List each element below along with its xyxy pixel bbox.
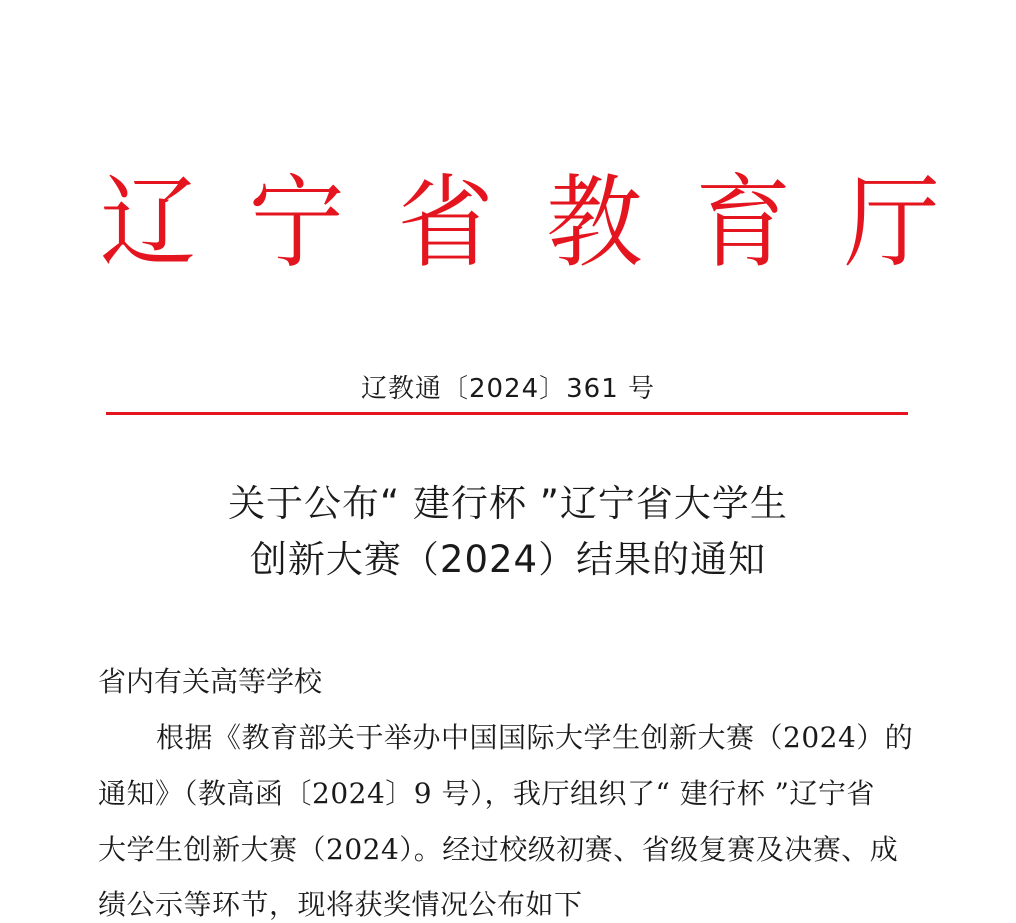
body-line: 根据《教育部关于举办中国国际大学生创新大赛（2024）的	[156, 721, 914, 754]
masthead-char: 辽	[100, 164, 196, 282]
salutation: 省内有关高等学校	[98, 665, 323, 698]
masthead-char: 宁	[248, 164, 345, 282]
masthead-char: 教	[546, 164, 643, 282]
body-line: 大学生创新大赛（2024）。经过校级初赛、省级复赛及决赛、成	[98, 833, 899, 866]
document-number: 辽教通〔2024〕361 号	[360, 374, 656, 404]
masthead-char: 省	[397, 164, 494, 282]
masthead-char: 育	[695, 164, 792, 282]
red-divider	[106, 412, 908, 415]
body-line: 绩公示等环节，现将获奖情况公布如下	[98, 888, 583, 921]
document-title-line-1: 关于公布“ 建行杯 ”辽宁省大学生	[228, 482, 788, 525]
letterhead-masthead	[100, 164, 940, 282]
document-title-line-2: 创新大赛（2024）结果的通知	[249, 538, 767, 581]
body-line: 通知》（教高函〔2024〕9 号），我厅组织了“ 建行杯 ”辽宁省	[98, 777, 875, 810]
masthead-char: 厅	[843, 164, 940, 282]
